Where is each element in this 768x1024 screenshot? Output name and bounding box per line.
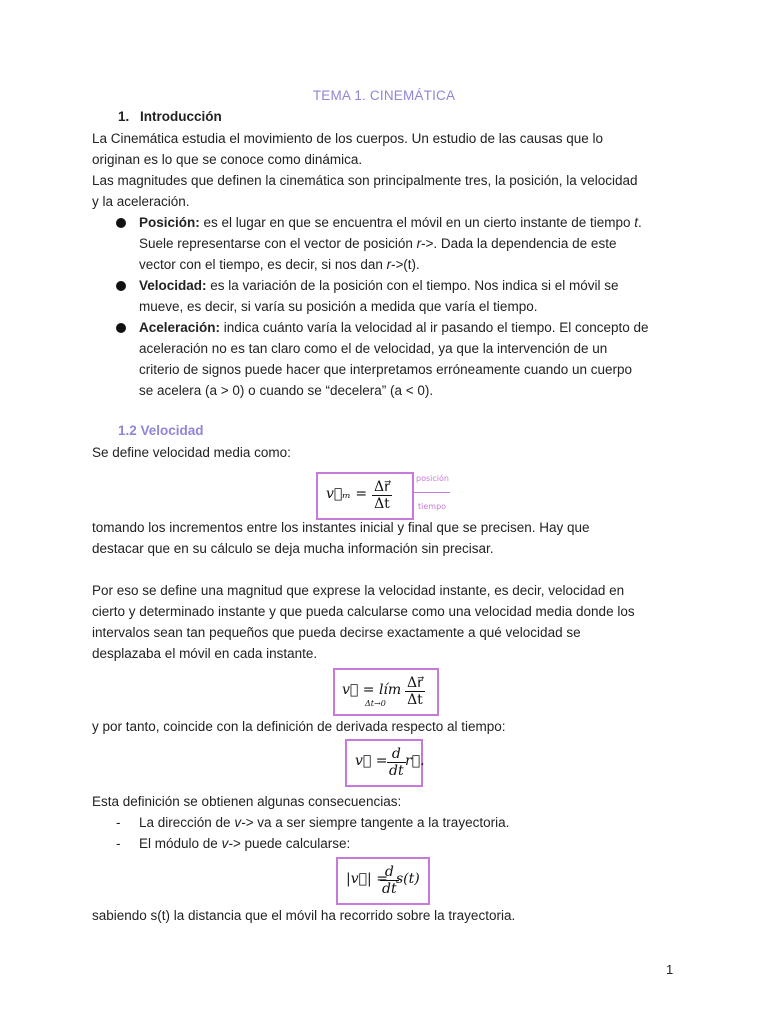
section-number: 1. [118,109,130,124]
bullet-dot-icon [116,281,126,291]
text-span: r-> [416,236,434,251]
text-line [139,212,676,233]
bullet-aceleracion [116,317,676,401]
text-span: La dirección de [139,815,235,830]
text-line: y por tanto, coincide con la definición de derivada respecto al tiempo: [92,719,506,734]
text-line: intervalos sean tan pequeños que pueda decirse exactamente a qué velocidad se [92,625,581,640]
text-line [139,275,676,296]
text-span: es el lugar en que se encuentra el móvil en un cierto instante de tiempo [199,215,635,230]
text-line: y la aceleración. [92,194,190,209]
formula-numerator: Δr⃗ [374,479,390,495]
text-line: destacar que en su cálculo se deja mucha información sin precisar. [92,541,494,556]
bullet-dot-icon [116,218,126,228]
text-line: Por eso se define una magnitud que exprese la velocidad instante, es decir, velocidad en [92,583,625,598]
formula-modulo [336,857,430,905]
formula-denominator: dt [382,881,397,897]
formula-numerator: Δr⃗ [407,675,423,691]
text-span: . Dada la dependencia de este [433,236,617,251]
formula-rhs: r⃗. [405,753,425,769]
text-line: Esta definición se obtienen algunas consecuencias: [92,794,402,809]
text-line: desplazaba el móvil en cada instante. [92,646,318,661]
section-heading-velocidad: 1.2 Velocidad [118,423,204,438]
text-span: El módulo de [139,836,222,851]
text-line: aceleración no es tan claro como el de velocidad, ya que la intervención de un [139,341,608,356]
formula-denominator: dt [389,763,404,779]
section-heading-intro [118,109,222,124]
text-span: v-> [221,836,241,851]
text-paragraph [92,580,682,664]
text-line: sabiendo s(t) la distancia que el móvil ha recorrido sobre la trayectoria. [92,908,516,923]
page-number: 1 [666,962,674,977]
formula-lhs: v⃗ₘ = [326,486,368,502]
text-line: Las magnitudes que definen la cinemática son principalmente tres, la posición, la velocidad [92,173,638,188]
list-item [116,833,350,854]
bullet-posicion [116,212,676,275]
bullet-dot-icon [116,323,126,333]
text-span: t [634,215,639,230]
formula-lhs: |v⃗| = [346,871,388,887]
text-line: originan es lo que se conoce como dinámica. [92,152,363,167]
text-line [139,254,676,275]
text-span: va a ser siempre tangente a la trayectoria. [253,815,510,830]
text-span: vector con el tiempo, es decir, si nos dan [139,257,387,272]
term-label: Velocidad: [139,278,207,293]
text-span: . [638,215,642,230]
formula-denominator: Δt [407,692,423,708]
text-line: Se define velocidad media como: [92,445,291,460]
handwritten-note-tiempo: tiempo [418,502,447,511]
text-line: La Cinemática estudia el movimiento de los cuerpos. Un estudio de las causas que lo [92,131,604,146]
section-title: Introducción [140,109,222,124]
text-line [139,317,676,338]
text-span: puede calcularse: [240,836,351,851]
text-span: es la variación de la posición con el tiempo. Nos indica si el móvil se [206,278,619,293]
list-item [116,812,509,833]
formula-numerator: d [380,864,399,881]
text-span: v-> [234,815,254,830]
text-line: mueve, es decir, si varía su posición a medida que varía el tiempo. [139,299,538,314]
note-divider [412,492,450,493]
text-span: Suele representarse con el vector de posición [139,236,417,251]
formula-velocidad-media [316,472,414,520]
text-span: r-> [386,257,404,272]
term-label: Aceleración: [139,320,221,335]
intro-paragraph [92,128,682,212]
dash-marker: - [116,836,121,851]
formula-lhs: v⃗ = lím [342,682,402,698]
text-span: (t). [403,257,420,272]
handwritten-note-posicion: posición [416,474,449,483]
formula-denominator: Δt [374,496,390,512]
formula-fraction [405,675,425,708]
formula-velocidad-instantanea [333,668,439,716]
text-line [139,233,676,254]
term-label: Posición: [139,215,200,230]
formula-numerator: d [387,746,406,763]
text-line: cierto y determinado instante y que pueda calcularse como una velocidad media donde los [92,604,635,619]
text-paragraph [92,517,682,559]
formula-rhs: s(t) [396,871,420,887]
document-title: TEMA 1. CINEMÁTICA [312,88,456,103]
formula-fraction [387,746,406,779]
text-line: criterio de signos puede hacer que interpretamos erróneamente cuando un cuerpo [139,362,633,377]
text-line: se acelera (a > 0) o cuando se “decelera” (a < 0). [139,383,434,398]
formula-derivada [345,739,423,787]
formula-limit-subscript: Δt→0 [365,699,386,708]
bullet-velocidad [116,275,676,317]
formula-fraction [372,479,392,512]
text-span: indica cuánto varía la velocidad al ir pasando el tiempo. El concepto de [220,320,649,335]
text-line: tomando los incrementos entre los instantes inicial y final que se precisen. Hay que [92,520,590,535]
dash-marker: - [116,815,121,830]
formula-lhs: v⃗ = [355,753,388,769]
